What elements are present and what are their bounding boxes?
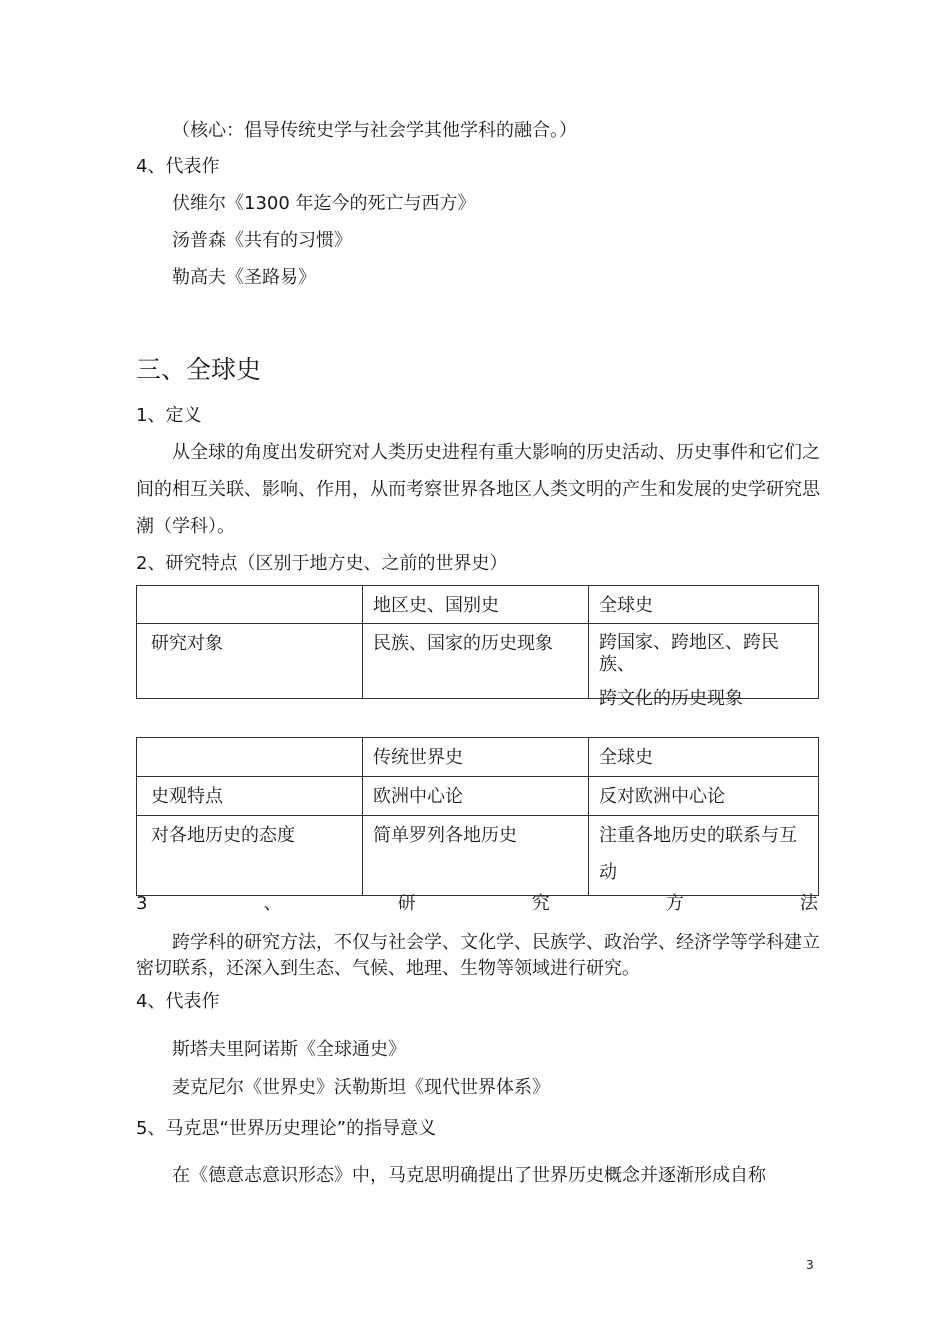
- table-cell: 反对欧洲中心论: [589, 777, 819, 816]
- heading-research-method: [136, 892, 818, 916]
- table-header-cell: 地区史、国别史: [363, 586, 589, 624]
- table-cell: [589, 624, 819, 709]
- table-row-label: 研究对象: [137, 624, 363, 699]
- table-row-label: 对各地历史的态度: [137, 816, 363, 896]
- table-cell: 注重各地历史的联系与互动: [589, 816, 819, 896]
- definition-paragraph: 从全球的角度出发研究对人类历史进程有重大影响的历史活动、历史事件和它们之间的相互关联、影响、作用，从而考察世界各地区人类文明的产生和发展的史学研究思潮（学科）。: [136, 442, 820, 537]
- heading-representative-works: 4、代表作: [136, 156, 220, 177]
- marx-paragraph: 在《德意志意识形态》中，马克思明确提出了世界历史概念并逐渐形成自称: [172, 1165, 766, 1186]
- heading-research-features: 2、研究特点（区别于地方史、之前的世界史）: [136, 553, 508, 574]
- heading-char: 法: [800, 893, 818, 914]
- work-item: 汤普森《共有的习惯》: [172, 230, 352, 251]
- heading-representative-works: 4、代表作: [136, 991, 220, 1012]
- table-cell: 民族、国家的历史现象: [363, 624, 589, 699]
- comparison-table-2: [136, 737, 819, 896]
- table-cell-line: 跨国家、跨地区、跨民族、: [599, 632, 779, 675]
- section-title: 三、全球史: [136, 355, 262, 384]
- heading-char: 、: [263, 893, 282, 914]
- method-paragraph: 跨学科的研究方法，不仅与社会学、文化学、民族学、政治学、经济学等学科建立密切联系，还深入到生态、气候、地理、生物等领域进行研究。: [136, 932, 820, 979]
- heading-definition: 1、定义: [136, 405, 202, 426]
- table-cell: 欧洲中心论: [363, 777, 589, 816]
- table-cell-line: 跨文化的历史现象: [599, 688, 743, 709]
- work-item: 伏维尔《1300 年迄今的死亡与西方》: [172, 193, 476, 214]
- table-header-cell: 传统世界史: [363, 738, 589, 777]
- core-note: （核心：倡导传统史学与社会学其他学科的融合。）: [172, 120, 577, 141]
- table-header-cell: 全球史: [589, 586, 819, 624]
- table-row-label: 史观特点: [137, 777, 363, 816]
- heading-char: 究: [531, 893, 550, 914]
- work-item: 斯塔夫里阿诺斯《全球通史》: [172, 1039, 406, 1060]
- work-item: 麦克尼尔《世界史》沃勒斯坦《现代世界体系》: [172, 1077, 550, 1098]
- heading-char: 方: [665, 893, 684, 914]
- table-cell: 简单罗列各地历史: [363, 816, 589, 896]
- work-item: 勒高夫《圣路易》: [172, 267, 316, 288]
- page-number: 3: [806, 1258, 814, 1272]
- heading-char: 研: [397, 893, 416, 914]
- table-header-cell: 全球史: [589, 738, 819, 777]
- heading-marx-theory: 5、马克思“世界历史理论”的指导意义: [136, 1118, 437, 1139]
- comparison-table-1: [136, 585, 819, 709]
- table-header-cell: [137, 586, 363, 624]
- heading-char: 3: [136, 893, 148, 914]
- table-header-cell: [137, 738, 363, 777]
